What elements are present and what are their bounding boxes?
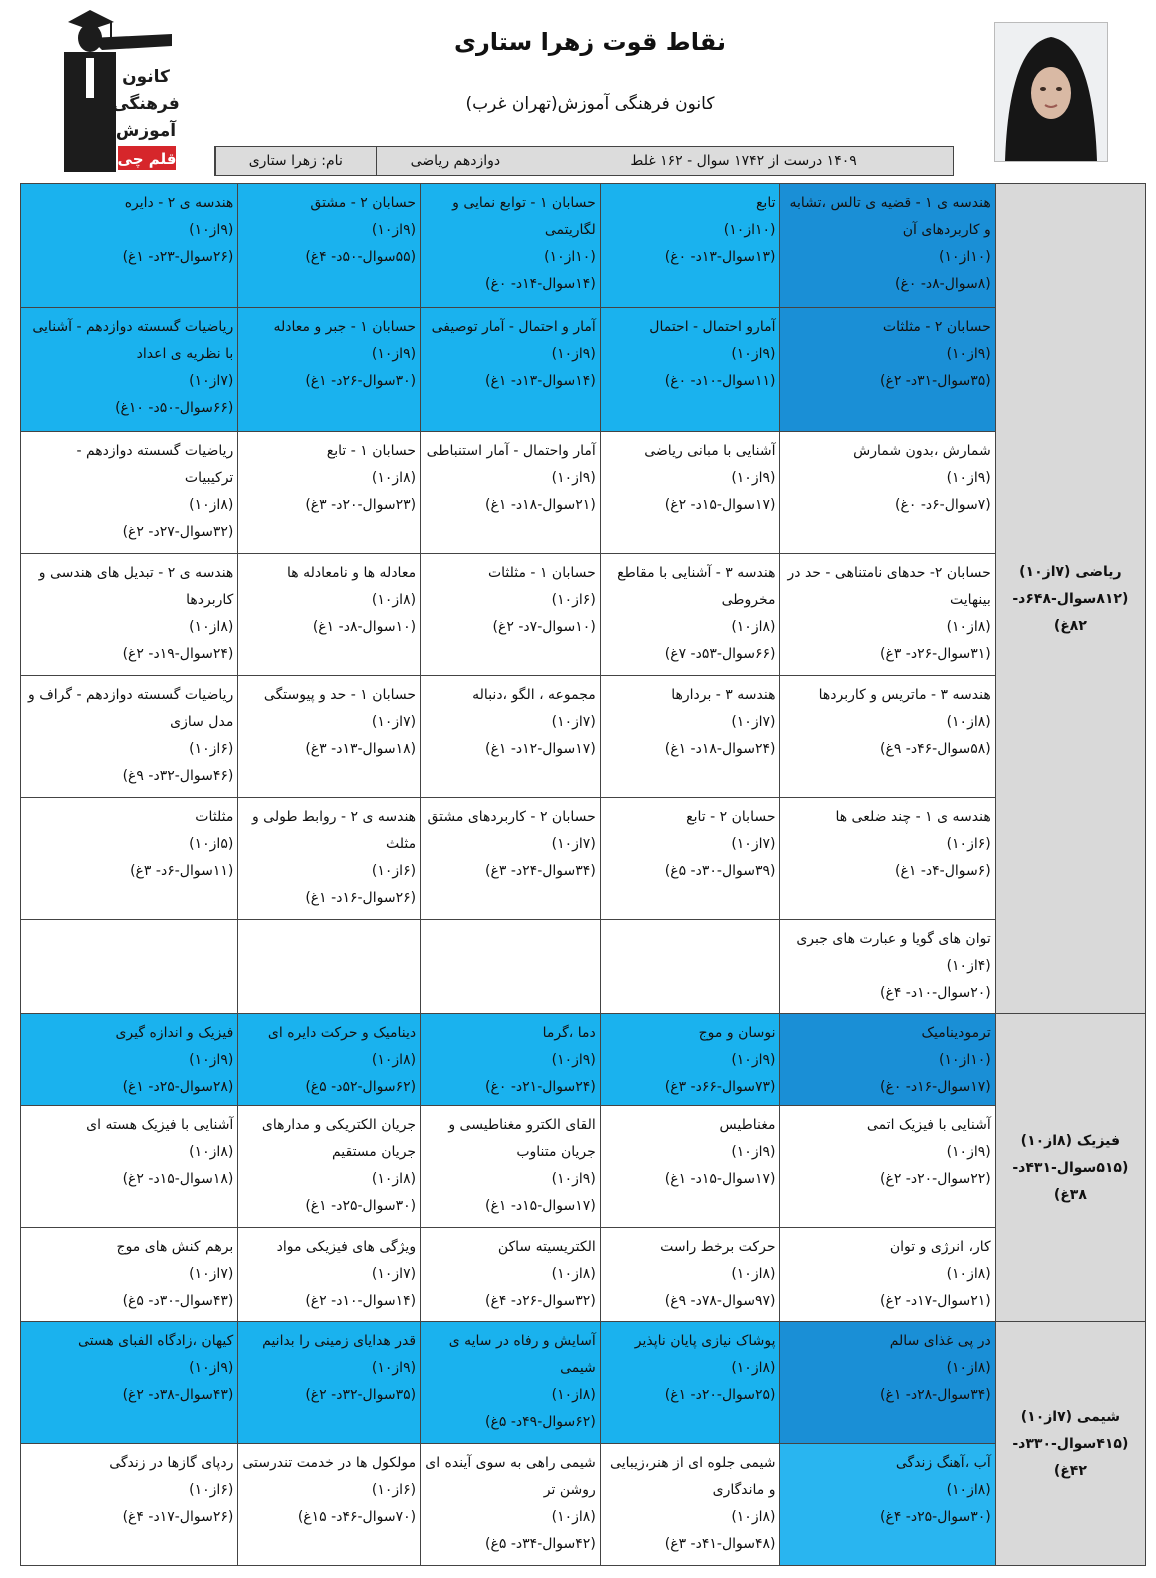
- topic-cell: [238, 1106, 421, 1228]
- topic-cell: [238, 432, 421, 554]
- topic-score: (۹از۱۰): [371, 346, 417, 362]
- topic-cell: [238, 1444, 421, 1566]
- subject-line: ریاضی (۷از۱۰): [1019, 564, 1122, 580]
- strengths-table: [20, 183, 1146, 1566]
- topic-title: هندسه ۳ - ماتریس و کاربردها: [818, 687, 991, 703]
- topic-title: در پی غذای سالم: [889, 1333, 991, 1349]
- topic-detail: (۲۰سوال-۱۰د- ۴غ): [879, 985, 991, 1001]
- table-row: [21, 798, 1146, 920]
- topic-detail: (۲۱سوال-۱۷د- ۲غ): [879, 1293, 991, 1309]
- topic-cell: [21, 554, 238, 676]
- logo-text-2: فرهنگی: [112, 94, 180, 114]
- topic-title: ترمودینامیک: [921, 1025, 991, 1041]
- topic-score: (۹از۱۰): [731, 470, 776, 486]
- topic-detail: (۱۱سوال-۶د- ۳غ): [130, 863, 234, 879]
- topic-title: معادله ها و نامعادله ها: [287, 565, 417, 581]
- topic-score: (۷از۱۰): [371, 714, 417, 730]
- topic-score: (۹از۱۰): [946, 470, 991, 486]
- topic-detail: (۲۵سوال-۲۰د- ۱غ): [664, 1387, 776, 1403]
- topic-cell: [600, 676, 780, 798]
- topic-title: قدر هدایای زمینی را بدانیم: [262, 1333, 417, 1349]
- topic-detail: (۴۲سوال-۳۴د- ۵غ): [485, 1536, 596, 1552]
- topic-detail: (۳۵سوال-۳۱د- ۲غ): [879, 373, 991, 389]
- topic-score: (۵از۱۰): [189, 836, 234, 852]
- topic-title: شیمی جلوه ای از هنر،زیبایی و ماندگاری: [610, 1455, 776, 1498]
- topic-detail: (۴۸سوال-۴۱د- ۳غ): [664, 1536, 776, 1552]
- topic-cell: [780, 308, 995, 432]
- topic-title: آب ،آهنگ زندگی: [895, 1455, 991, 1471]
- topic-title: حسابان ۲ - کاربردهای مشتق: [427, 809, 596, 825]
- topic-detail: (۶۶سوال-۵۳د- ۷غ): [664, 646, 776, 662]
- topic-title: پوشاک نیازی پایان ناپذیر: [634, 1333, 776, 1349]
- topic-cell: [421, 432, 601, 554]
- topic-detail: (۴۳سوال-۳۸د- ۲غ): [122, 1387, 234, 1403]
- topic-score: (۶از۱۰): [189, 741, 234, 757]
- topic-detail: (۳۵سوال-۳۲د- ۲غ): [305, 1387, 417, 1403]
- topic-cell: [421, 554, 601, 676]
- topic-title: ریاضیات گسسته دوازدهم - ترکیبیات: [76, 443, 234, 486]
- topic-score: (۱۰از۱۰): [544, 249, 596, 265]
- topic-detail: (۱۷سوال-۱۵د- ۲غ): [664, 497, 776, 513]
- topic-cell: [780, 554, 995, 676]
- subject-line: ۳۸غ): [1053, 1187, 1087, 1203]
- topic-title: حرکت برخط راست: [660, 1239, 776, 1255]
- topic-title: ریاضیات گسسته دوازدهم - گراف و مدل سازی: [28, 687, 234, 730]
- topic-score: (۷از۱۰): [371, 1266, 417, 1282]
- topic-detail: (۳۰سوال-۲۶د- ۱غ): [305, 373, 417, 389]
- table-row: [21, 920, 1146, 1014]
- topic-detail: (۶۶سوال-۵۰د- ۱۰غ): [115, 400, 234, 416]
- topic-detail: (۳۹سوال-۳۰د- ۵غ): [664, 863, 776, 879]
- topic-score: (۱۰از۱۰): [723, 222, 776, 238]
- topic-cell: [780, 184, 995, 308]
- topic-score: (۹از۱۰): [189, 1052, 234, 1068]
- topic-title: حسابان ۱ - تابع: [326, 443, 417, 459]
- topic-score: (۶از۱۰): [551, 592, 596, 608]
- topic-detail: (۶سوال-۴د- ۱غ): [895, 863, 991, 879]
- topic-cell: [421, 1444, 601, 1566]
- topic-cell: [21, 798, 238, 920]
- topic-detail: (۹۷سوال-۷۸د- ۹غ): [664, 1293, 776, 1309]
- topic-title: الکتریسیته ساکن: [497, 1239, 596, 1255]
- topic-title: حسابان ۱ - حد و پیوستگی: [263, 687, 417, 703]
- topic-cell: [238, 308, 421, 432]
- topic-cell: [238, 676, 421, 798]
- topic-score: (۹از۱۰): [731, 1144, 776, 1160]
- topic-detail: (۱۱سوال-۱۰د- ۰غ): [664, 373, 776, 389]
- topic-score: (۹از۱۰): [371, 222, 417, 238]
- topic-title: حسابان ۱ - جبر و معادله: [273, 319, 417, 335]
- topic-cell: [600, 920, 780, 1014]
- topic-cell: [238, 1322, 421, 1444]
- topic-title: حسابان ۲- حدهای نامتناهی - حد در بینهایت: [787, 565, 991, 608]
- topic-cell: [600, 798, 780, 920]
- topic-score: (۸از۱۰): [551, 1509, 596, 1525]
- topic-cell: [600, 554, 780, 676]
- table-row: [21, 308, 1146, 432]
- topic-title: حسابان ۲ - مشتق: [310, 195, 417, 211]
- subject-line: (۴۱۵سوال-۳۳۰د-: [1012, 1436, 1129, 1452]
- topic-cell: [780, 676, 995, 798]
- topic-score: (۸از۱۰): [946, 1266, 991, 1282]
- topic-score: (۹از۱۰): [551, 1052, 596, 1068]
- topic-score: (۶از۱۰): [946, 836, 991, 852]
- topic-title: هندسه ی ۱ - قضیه ی تالس ،تشابه و کاربردهای آن: [789, 195, 991, 238]
- topic-title: نوسان و موج: [698, 1025, 776, 1041]
- topic-score: (۹از۱۰): [551, 346, 596, 362]
- topic-title: برهم کنش های موج: [116, 1239, 234, 1255]
- topic-detail: (۲۴سوال-۱۹د- ۲غ): [122, 646, 234, 662]
- topic-score: (۸از۱۰): [731, 1360, 776, 1376]
- topic-cell: [21, 1228, 238, 1322]
- topic-detail: (۴۶سوال-۳۲د- ۹غ): [122, 768, 234, 784]
- topic-cell: [21, 184, 238, 308]
- topic-title: آشنایی با مبانی ریاضی: [644, 443, 776, 459]
- topic-detail: (۱۴سوال-۱۴د- ۰غ): [485, 276, 596, 292]
- topic-score: (۸از۱۰): [946, 619, 991, 635]
- subject-line: ۴۲غ): [1053, 1463, 1087, 1479]
- topic-score: (۸از۱۰): [946, 714, 991, 730]
- topic-score: (۶از۱۰): [371, 863, 417, 879]
- table-row: [21, 676, 1146, 798]
- topic-detail: (۲۴سوال-۲۱د- ۰غ): [485, 1079, 596, 1095]
- table-row: [21, 1228, 1146, 1322]
- topic-score: (۹از۱۰): [731, 346, 776, 362]
- topic-detail: (۳۰سوال-۲۵د- ۱غ): [305, 1198, 417, 1214]
- student-info-bar: [214, 146, 954, 176]
- kanoon-logo: [50, 8, 180, 173]
- topic-cell: [600, 1106, 780, 1228]
- topic-score: (۸از۱۰): [189, 619, 234, 635]
- topic-score: (۹از۱۰): [551, 470, 596, 486]
- topic-cell: [421, 676, 601, 798]
- topic-detail: (۶۲سوال-۵۲د- ۵غ): [305, 1079, 417, 1095]
- page-title: نقاط قوت زهرا ستاری: [453, 28, 726, 56]
- topic-detail: (۳۰سوال-۲۵د- ۴غ): [879, 1509, 991, 1525]
- topic-title: هندسه ی ۲ - روابط طولی و مثلث: [251, 809, 417, 852]
- subject-cell: [995, 1014, 1145, 1322]
- student-grade: دوازدهم ریاضی: [376, 147, 535, 175]
- topic-title: آشنایی با فیزیک هسته ای: [86, 1117, 234, 1133]
- topic-detail: (۱۷سوال-۱۲د- ۱غ): [485, 741, 596, 757]
- topic-cell: [238, 184, 421, 308]
- topic-score: (۱۰از۱۰): [939, 1052, 991, 1068]
- topic-score: (۱۰از۱۰): [939, 249, 991, 265]
- topic-score: (۸از۱۰): [731, 1509, 776, 1525]
- topic-detail: (۵۵سوال-۵۰د- ۴غ): [305, 249, 417, 265]
- topic-cell: [421, 1106, 601, 1228]
- subject-cell: [995, 1322, 1145, 1566]
- topic-score: (۸از۱۰): [551, 1387, 596, 1403]
- topic-cell: [421, 1322, 601, 1444]
- topic-cell: [421, 184, 601, 308]
- topic-score: (۶از۱۰): [189, 1482, 234, 1498]
- topic-score: (۹از۱۰): [371, 1360, 417, 1376]
- topic-cell: [421, 920, 601, 1014]
- topic-title: ردپای گازها در زندگی: [109, 1455, 234, 1471]
- topic-score: (۸از۱۰): [371, 470, 417, 486]
- topic-cell: [21, 1322, 238, 1444]
- topic-title: آمار واحتمال - آمار استنباطی: [426, 443, 596, 459]
- topic-title: حسابان ۲ - تابع: [686, 809, 776, 825]
- topic-cell: [780, 1228, 995, 1322]
- topic-title: مثلثات: [195, 809, 234, 825]
- topic-detail: (۲۱سوال-۱۸د- ۱غ): [485, 497, 596, 513]
- topic-score: (۸از۱۰): [551, 1266, 596, 1282]
- topic-score: (۷از۱۰): [731, 714, 776, 730]
- topic-detail: (۲۸سوال-۲۵د- ۱غ): [122, 1079, 234, 1095]
- topic-title: مغناطیس: [719, 1117, 776, 1133]
- topic-cell: [600, 1322, 780, 1444]
- topic-score: (۹از۱۰): [731, 1052, 776, 1068]
- topic-detail: (۴۳سوال-۳۰د- ۵غ): [122, 1293, 234, 1309]
- topic-detail: (۱۴سوال-۱۳د- ۱غ): [485, 373, 596, 389]
- topic-title: کار، انرژی و توان: [889, 1239, 991, 1255]
- table-row: [21, 1014, 1146, 1106]
- student-name: نام: زهرا ستاری: [215, 147, 376, 175]
- topic-title: ویژگی های فیزیکی مواد: [276, 1239, 417, 1255]
- subject-cell: [995, 184, 1145, 1014]
- subject-line: فیزیک (۸از۱۰): [1020, 1133, 1121, 1149]
- topic-title: هندسه ی ۲ - تبدیل های هندسی و کاربردها: [38, 565, 234, 608]
- topic-title: توان های گویا و عبارت های جبری: [796, 931, 991, 947]
- topic-cell: [600, 184, 780, 308]
- subject-line: شیمی (۷از۱۰): [1020, 1409, 1120, 1425]
- topic-cell: [238, 554, 421, 676]
- student-stats: ۱۴۰۹ درست از ۱۷۴۲ سوال - ۱۶۲ غلط: [630, 153, 857, 169]
- topic-cell: [21, 676, 238, 798]
- topic-cell: [21, 1014, 238, 1106]
- topic-title: حسابان ۱ - مثلثات: [487, 565, 596, 581]
- table-row: [21, 1106, 1146, 1228]
- page-subtitle: کانون فرهنگی آموزش(تهران غرب): [465, 94, 715, 114]
- topic-title: هندسه ی ۱ - چند ضلعی ها: [835, 809, 991, 825]
- topic-cell: [421, 1228, 601, 1322]
- topic-title: جریان الکتریکی و مدارهای جریان مستقیم: [261, 1117, 417, 1160]
- topic-cell: [421, 798, 601, 920]
- topic-score: (۹از۱۰): [189, 1360, 234, 1376]
- topic-title: القای الکترو مغناطیسی و جریان متناوب: [448, 1117, 596, 1160]
- topic-cell: [21, 308, 238, 432]
- topic-detail: (۱۷سوال-۱۵د- ۱غ): [664, 1171, 776, 1187]
- topic-title: مجموعه ، الگو ،دنباله: [472, 687, 596, 703]
- topic-detail: (۵۸سوال-۴۶د- ۹غ): [879, 741, 991, 757]
- topic-score: (۹از۱۰): [946, 346, 991, 362]
- topic-score: (۸از۱۰): [371, 1052, 417, 1068]
- topic-title: دینامیک و حرکت دایره ای: [267, 1025, 417, 1041]
- table-row: [21, 432, 1146, 554]
- topic-title: هندسه ی ۲ - دایره: [124, 195, 234, 211]
- topic-detail: (۱۴سوال-۱۰د- ۲غ): [305, 1293, 417, 1309]
- topic-title: آسایش و رفاه در سایه ی شیمی: [448, 1333, 596, 1376]
- topic-title: هندسه ۳ - آشنایی با مقاطع مخروطی: [617, 565, 776, 608]
- topic-score: (۷از۱۰): [731, 836, 776, 852]
- topic-title: هندسه ۳ - بردارها: [671, 687, 776, 703]
- topic-title: ریاضیات گسسته دوازدهم - آشنایی با نظریه ی اعداد: [32, 319, 234, 362]
- logo-text-4: قلم چی: [117, 150, 177, 168]
- topic-score: (۸از۱۰): [371, 592, 417, 608]
- topic-detail: (۲۶سوال-۲۳د- ۱غ): [122, 249, 234, 265]
- topic-cell: [780, 798, 995, 920]
- topic-score: (۷از۱۰): [189, 1266, 234, 1282]
- table-row: [21, 1322, 1146, 1444]
- table-row: [21, 554, 1146, 676]
- topic-cell: [600, 308, 780, 432]
- topic-title: شمارش ،بدون شمارش: [853, 443, 991, 459]
- topic-detail: (۲۳سوال-۲۰د- ۳غ): [305, 497, 417, 513]
- topic-detail: (۳۲سوال-۲۷د- ۲غ): [122, 524, 234, 540]
- topic-cell: [780, 1106, 995, 1228]
- topic-detail: (۳۱سوال-۲۶د- ۳غ): [879, 646, 991, 662]
- topic-score: (۸از۱۰): [731, 1266, 776, 1282]
- topic-cell: [780, 432, 995, 554]
- topic-detail: (۷سوال-۶د- ۰غ): [895, 497, 991, 513]
- topic-score: (۸از۱۰): [946, 1482, 991, 1498]
- topic-score: (۹از۱۰): [551, 1171, 596, 1187]
- topic-title: تابع: [755, 195, 776, 211]
- student-photo: [994, 22, 1108, 162]
- topic-score: (۶از۱۰): [371, 1482, 417, 1498]
- subject-line: ۸۲غ): [1053, 618, 1087, 634]
- topic-detail: (۲۲سوال-۲۰د- ۲غ): [879, 1171, 991, 1187]
- topic-detail: (۶۲سوال-۴۹د- ۵غ): [485, 1414, 596, 1430]
- topic-detail: (۳۲سوال-۲۶د- ۴غ): [485, 1293, 596, 1309]
- topic-cell: [21, 1444, 238, 1566]
- topic-detail: (۱۰سوال-۷د- ۲غ): [492, 619, 596, 635]
- topic-cell: [421, 1014, 601, 1106]
- logo-text-3: آموزش: [115, 121, 177, 141]
- topic-cell: [238, 1014, 421, 1106]
- topic-detail: (۱۷سوال-۱۵د- ۱غ): [485, 1198, 596, 1214]
- table-row: [21, 184, 1146, 308]
- topic-score: (۸از۱۰): [189, 1144, 234, 1160]
- topic-cell: [21, 432, 238, 554]
- topic-title: حسابان ۲ - مثلثات: [882, 319, 991, 335]
- topic-title: آمار و احتمال - آمار توصیفی: [431, 319, 596, 335]
- topic-score: (۸از۱۰): [731, 619, 776, 635]
- topic-score: (۹از۱۰): [946, 1144, 991, 1160]
- logo-text-1: کانون: [122, 67, 170, 87]
- topic-score: (۸از۱۰): [946, 1360, 991, 1376]
- topic-title: فیزیک و اندازه گیری: [115, 1025, 234, 1041]
- topic-detail: (۸سوال-۸د- ۰غ): [895, 276, 991, 292]
- topic-detail: (۳۴سوال-۲۸د- ۱غ): [879, 1387, 991, 1403]
- subject-line: (۵۱۵سوال-۴۳۱د-: [1012, 1160, 1129, 1176]
- topic-score: (۷از۱۰): [189, 373, 234, 389]
- topic-title: حسابان ۱ - توابع نمایی و لگاریتمی: [452, 195, 596, 238]
- topic-detail: (۱۷سوال-۱۶د- ۰غ): [879, 1079, 991, 1095]
- topic-score: (۷از۱۰): [551, 836, 596, 852]
- table-row: [21, 1444, 1146, 1566]
- topic-title: کیهان ،زادگاه الفبای هستی: [77, 1333, 234, 1349]
- topic-detail: (۱۸سوال-۱۳د- ۳غ): [305, 741, 417, 757]
- topic-detail: (۲۶سوال-۱۶د- ۱غ): [305, 890, 417, 906]
- topic-cell: [238, 798, 421, 920]
- topic-detail: (۳۴سوال-۲۴د- ۳غ): [485, 863, 596, 879]
- topic-cell: [780, 1322, 995, 1444]
- topic-detail: (۲۶سوال-۱۷د- ۴غ): [122, 1509, 234, 1525]
- topic-cell: [600, 1444, 780, 1566]
- topic-title: آشنایی با فیزیک اتمی: [866, 1117, 991, 1133]
- topic-score: (۹از۱۰): [189, 222, 234, 238]
- topic-cell: [421, 308, 601, 432]
- subject-line: (۸۱۲سوال-۶۴۸د-: [1012, 591, 1129, 607]
- topic-cell: [238, 920, 421, 1014]
- topic-cell: [238, 1228, 421, 1322]
- topic-cell: [780, 1014, 995, 1106]
- topic-cell: [780, 920, 995, 1014]
- topic-cell: [780, 1444, 995, 1566]
- topic-detail: (۷۳سوال-۶۶د- ۳غ): [664, 1079, 776, 1095]
- topic-score: (۷از۱۰): [551, 714, 596, 730]
- topic-detail: (۱۳سوال-۱۳د- ۰غ): [664, 249, 776, 265]
- topic-title: مولکول ها در خدمت تندرستی: [242, 1455, 417, 1471]
- topic-title: شیمی راهی به سوی آینده ای روشن تر: [425, 1455, 596, 1498]
- topic-cell: [600, 1228, 780, 1322]
- topic-score: (۸از۱۰): [371, 1171, 417, 1187]
- topic-title: دما ،گرما: [542, 1025, 596, 1041]
- topic-cell: [600, 1014, 780, 1106]
- topic-title: آمارو احتمال - احتمال: [649, 319, 776, 335]
- topic-detail: (۷۰سوال-۴۶د- ۱۵غ): [297, 1509, 417, 1525]
- topic-cell: [600, 432, 780, 554]
- topic-detail: (۱۰سوال-۸د- ۱غ): [312, 619, 417, 635]
- topic-detail: (۱۸سوال-۱۵د- ۲غ): [122, 1171, 234, 1187]
- topic-cell: [21, 920, 238, 1014]
- topic-detail: (۲۴سوال-۱۸د- ۱غ): [664, 741, 776, 757]
- topic-cell: [21, 1106, 238, 1228]
- topic-score: (۸از۱۰): [189, 497, 234, 513]
- topic-score: (۴از۱۰): [946, 958, 991, 974]
